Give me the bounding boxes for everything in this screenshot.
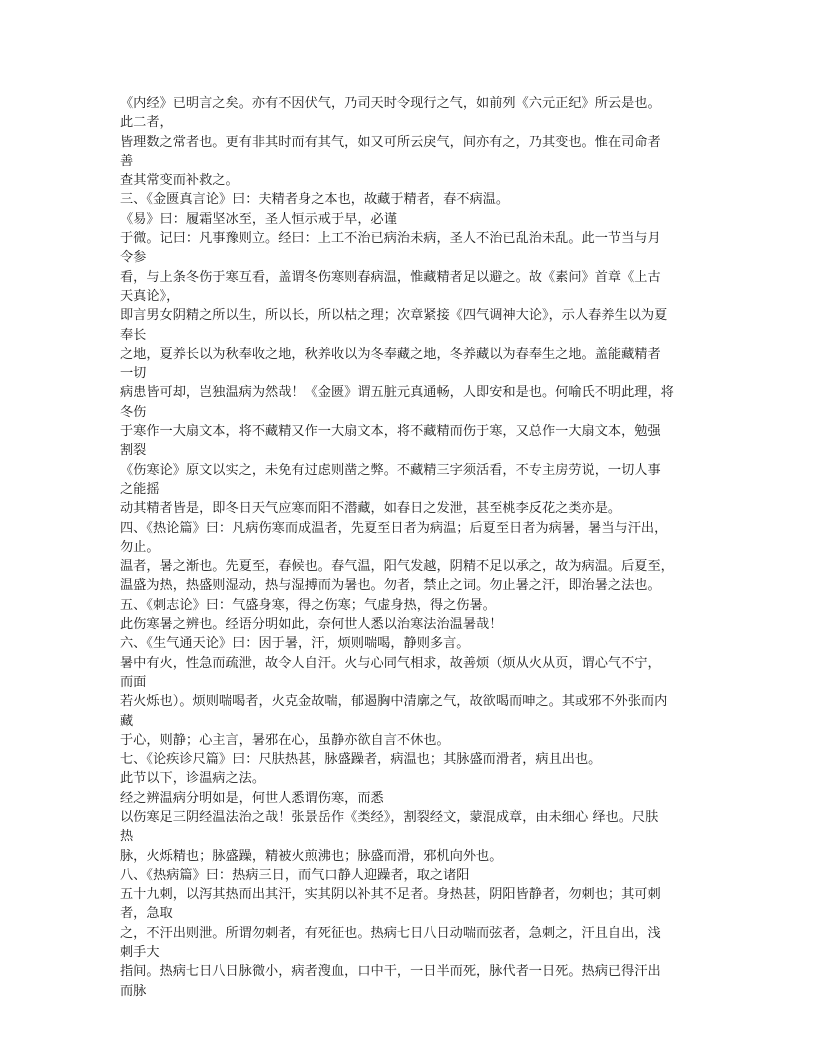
text-line: 一切 bbox=[120, 366, 147, 382]
text-line: 善 bbox=[120, 153, 134, 169]
text-line: 《内经》已明言之矣。亦有不因伏气，乃司天时令现行之气，如前列《六元正纪》所云是也。 bbox=[120, 96, 661, 111]
text-line: 七、《论疾诊尺篇》曰：尺肤热甚，脉盛躁者，病温也；其脉盛而滑者，病且出也。 bbox=[120, 752, 602, 768]
text-line: 藏 bbox=[120, 713, 134, 729]
text-line: 此节以下，诊温病之法。 bbox=[120, 771, 266, 787]
text-line: 暑中有火，性急而疏泄，故令人自汗。火与心同气相求，故善烦（烦从火从页，谓心气不宁， bbox=[120, 655, 661, 671]
text-line: 于微。记曰：凡事豫则立。经曰：上工不治已病治未病，圣人不治已乱治未乱。此一节当与月 bbox=[120, 231, 661, 247]
text-line: 割裂 bbox=[120, 443, 147, 459]
text-line: 于心，则静；心主言，暑邪在心，虽静亦欲自言不休也。 bbox=[120, 732, 450, 748]
text-line: 六、《生气通天论》曰：因于暑，汗，烦则喘喝，静则多言。 bbox=[120, 636, 470, 652]
text-line: 四、《热论篇》曰：凡病伤寒而成温者，先夏至日者为病温；后夏至日者为病暑，暑当与汗出， bbox=[120, 520, 668, 536]
text-line: 即言男女阴精之所以生，所以长，所以枯之理；次章紧接《四气调神大论》，示人春养生以为夏 bbox=[120, 308, 668, 324]
text-line: 查其常变而补救之。 bbox=[120, 173, 239, 189]
text-line: 而面 bbox=[120, 674, 147, 690]
text-line: 于寒作一大扇文本，将不藏精又作一大扇文本，将不藏精而伤于寒，又总作一大扇文本，勉强 bbox=[120, 424, 661, 440]
text-line: 动其精者皆是，即冬日天气应寒而阳不潜藏，如春日之发泄，甚至桃李反花之类亦是。 bbox=[120, 501, 622, 517]
text-line: 温盛为热，热盛则湿动，热与湿搏而为暑也。勿者，禁止之词。勿止暑之汗，即治暑之法也。 bbox=[120, 578, 661, 594]
text-line: 经之辨温病分明如是，何世人悉谓伤寒，而悉 bbox=[120, 790, 384, 806]
text-line: 之，不汗出则泄。所谓勿刺者，有死征也。热病七日八日动喘而弦者，急刺之，汗且自出，浅 bbox=[120, 925, 661, 941]
text-line: 脉，火烁精也；脉盛躁，精被火煎沸也；脉盛而滑，邪机向外也。 bbox=[120, 848, 503, 864]
text-line: 此二者， bbox=[120, 115, 173, 131]
text-line: 以伤寒足三阴经温法治之哉！张景岳作《类经》，割裂经文，蒙混成章，由未细心 绎也。尺肤 bbox=[120, 809, 659, 825]
text-line: 奉长 bbox=[120, 327, 147, 343]
text-line: 而脉 bbox=[120, 983, 147, 999]
text-line: 《易》曰：履霜坚冰至，圣人恒示戒于早，必谨 bbox=[120, 211, 397, 227]
text-line: 温者，暑之渐也。先夏至，春候也。春气温，阳气发越，阴精不足以承之，故为病温。后夏至， bbox=[120, 559, 674, 575]
text-line: 之能摇 bbox=[120, 481, 160, 497]
text-line: 之地，夏养长以为秋奉收之地，秋养收以为冬奉藏之地，冬养藏以为春奉生之地。盖能藏精者 bbox=[120, 346, 661, 362]
text-line: 五、《刺志论》曰：气盛身寒，得之伤寒；气虚身热，得之伤暑。 bbox=[120, 597, 496, 613]
text-line: 此伤寒暑之辨也。经语分明如此，奈何世人悉以治寒法治温暑哉！ bbox=[120, 617, 503, 633]
text-line: 三、《金匮真言论》曰：夫精者身之本也，故藏于精者，春不病温。 bbox=[120, 192, 510, 208]
text-line: 《伤寒论》原文以实之，未免有过虑则凿之弊。不藏精三字须活看，不专主房劳说，一切人事 bbox=[120, 462, 661, 478]
text-line: 冬伤 bbox=[120, 404, 147, 420]
text-line: 者，急取 bbox=[120, 906, 173, 922]
text-line: 皆理数之常者也。更有非其时而有其气，如又可所云戾气，间亦有之，乃其变也。惟在司命者 bbox=[120, 134, 661, 150]
text-line: 八、《热病篇》曰：热病三日，而气口静人迎躁者，取之诸阳 bbox=[120, 867, 470, 883]
text-line: 若火烁也）。烦则喘喝者，火克金故喘，郁遏胸中清廓之气，故欲喝而呻之。其或邪不外张而内 bbox=[120, 694, 668, 710]
text-line: 令参 bbox=[120, 250, 147, 266]
text-line: 五十九刺，以泻其热而出其汗，实其阴以补其不足者。身热甚，阴阳皆静者，勿刺也；其可刺 bbox=[120, 887, 661, 903]
text-line: 指间。热病七日八日脉微小，病者溲血，口中干，一日半而死，脉代者一日死。热病已得汗出 bbox=[120, 964, 661, 980]
text-line: 天真论》， bbox=[120, 288, 180, 304]
text-line: 看，与上条冬伤于寒互看，盖谓冬伤寒则春病温，惟藏精者足以避之。故《素问》首章《上古 bbox=[120, 269, 661, 285]
text-line bbox=[120, 1001, 702, 1020]
text-line: 勿止。 bbox=[120, 539, 160, 555]
text-line: 病患皆可却，岂独温病为然哉！《金匮》谓五脏元真通畅，人即安和是也。何喻氏不明此理，将 bbox=[120, 385, 674, 401]
text-line: 热 bbox=[120, 829, 134, 845]
document-page bbox=[120, 94, 702, 1020]
text-line: 刺手大 bbox=[120, 945, 160, 961]
